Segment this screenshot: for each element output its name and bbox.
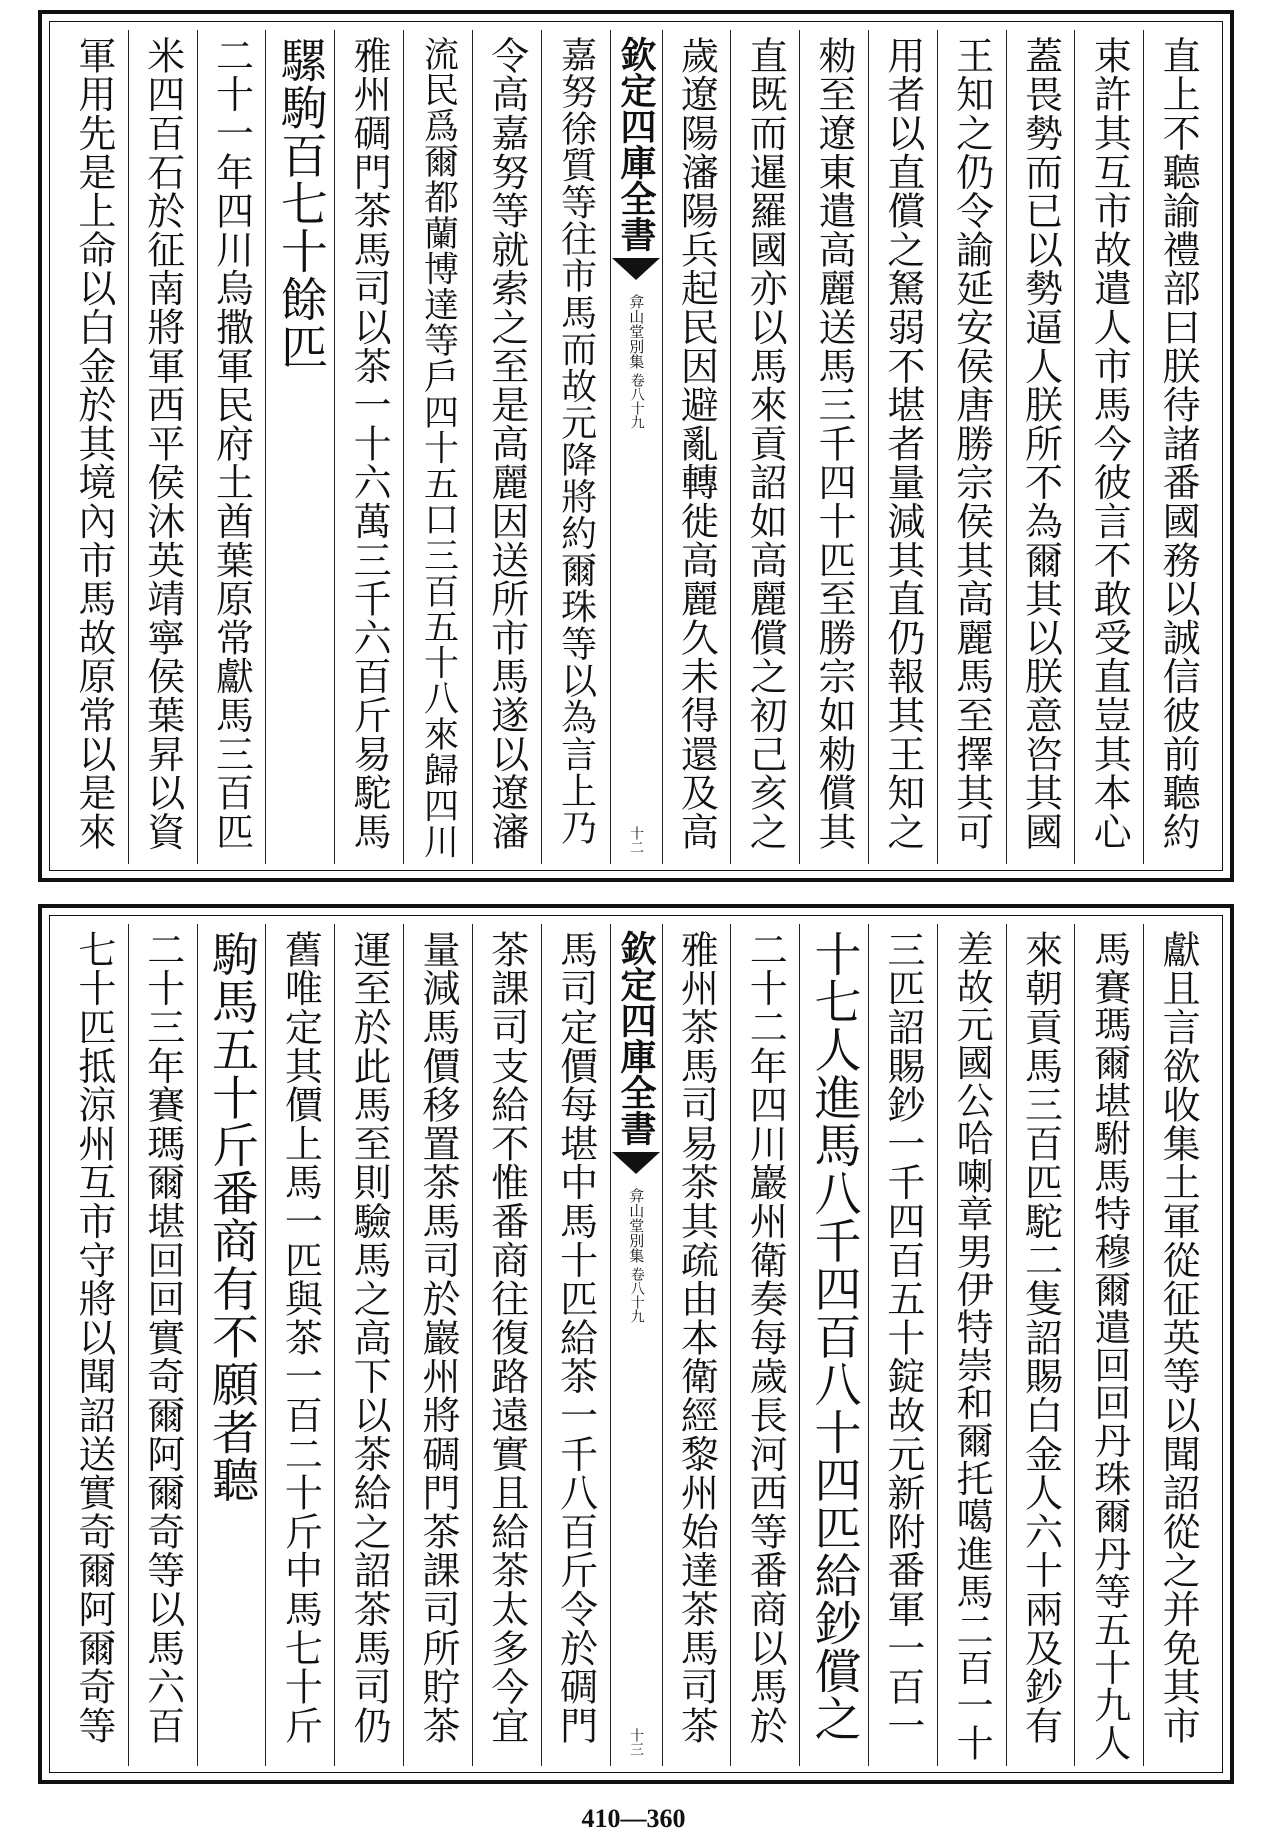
text-column: 歲遼陽瀋陽兵起民因避亂轉徙高麗久未得還及高	[662, 30, 731, 864]
text-column: 嘉努徐質等往市馬而故元降將約爾珠等以為言上乃	[541, 30, 610, 864]
text-column: 勑至遼東遣高麗送馬三千四十匹至勝宗如勑償其	[799, 30, 868, 864]
text-column: 米四百石於征南將軍西平侯沐英靖寧侯葉昇以資	[128, 30, 197, 864]
text-column: 茶課司支給不惟番商往復路遠實且給茶太多今宜	[472, 924, 541, 1766]
text-column: 二十一年四川烏撒軍民府土酋葉原常獻馬三百匹	[197, 30, 266, 864]
volume-label: 卷八十九	[628, 373, 645, 429]
text-column: 運至於此馬至則驗馬之高下以茶給之詔茶馬司仍	[334, 924, 403, 1766]
book-title: 欽定四庫全書	[615, 36, 657, 252]
text-column: 獻且言欲收集土軍從征英等以聞詔從之并免其市	[1143, 924, 1212, 1766]
text-column: 直上不聽諭禮部曰朕待諸番國務以誠信彼前聽約	[1143, 30, 1212, 864]
fish-tail-mark	[612, 1152, 660, 1174]
text-column: 量減馬價移置茶馬司於巖州將碉門茶課司所貯茶	[403, 924, 472, 1766]
leaf-number: 十二	[628, 826, 644, 854]
text-column: 流民爲爾都蘭博達等戶四十五口三百五十八來歸四川	[403, 30, 472, 864]
text-column: 十七人進馬八千四百八十四匹給鈔償之	[799, 924, 868, 1766]
text-column: 二十二年四川巖州衛奏每歲長河西等番商以馬於	[730, 924, 799, 1766]
text-column: 王知之仍令諭延安侯唐勝宗侯其高麗馬至擇其可	[937, 30, 1006, 864]
text-column: 雅州茶馬司易茶其疏由本衛經黎州始達茶馬司茶	[662, 924, 731, 1766]
text-columns	[60, 30, 1212, 864]
text-column: 馬賽瑪爾堪駙馬特穆爾遣回回丹珠爾丹等五十九人	[1074, 924, 1143, 1766]
text-column: 馬司定價每堪中馬十匹給茶一千八百斤令於碉門	[541, 924, 610, 1766]
page-frame-bottom	[38, 904, 1234, 1784]
text-column: 騾駒百七十餘匹	[265, 30, 334, 864]
volume-label: 卷八十九	[628, 1267, 645, 1323]
fish-tail-mark	[612, 258, 660, 280]
text-column: 雅州碉門茶馬司以茶一十六萬三千六百斤易駝馬	[334, 30, 403, 864]
page-number: 410—360	[581, 1804, 686, 1833]
text-columns	[60, 924, 1212, 1766]
text-column: 束許其互市故遣人市馬今彼言不敢受直豈其本心	[1074, 30, 1143, 864]
text-column: 七十匹抵涼州互市守將以聞詔送實奇爾阿爾奇等	[71, 930, 116, 1745]
book-name: 弇山堂別集	[627, 294, 646, 369]
text-column: 駒馬五十斤番商有不願者聽	[197, 924, 266, 1766]
center-fold-column	[610, 30, 662, 864]
text-column: 軍用先是上命以白金於其境內市馬故原常以是來	[71, 36, 116, 851]
leaf-number: 十三	[628, 1728, 644, 1756]
book-name: 弇山堂別集	[627, 1188, 646, 1263]
text-column: 二十三年賽瑪爾堪回回實奇爾阿爾奇等以馬六百	[128, 924, 197, 1766]
text-column: 來朝貢馬三百匹駝二隻詔賜白金人六十兩及鈔有	[1006, 924, 1075, 1766]
text-column: 差故元國公哈喇章男伊特崇和爾托噶進馬二百一十	[937, 924, 1006, 1766]
text-column: 三匹詔賜鈔一千四百五十錠故元新附番軍一百一	[868, 924, 937, 1766]
text-column: 舊唯定其價上馬一匹與茶一百二十斤中馬七十斤	[265, 924, 334, 1766]
text-column: 用者以直償之駑弱不堪者量減其直仍報其王知之	[868, 30, 937, 864]
text-column: 直既而暹羅國亦以馬來貢詔如高麗償之初己亥之	[730, 30, 799, 864]
text-column: 令高嘉努等就索之至是高麗因送所市馬遂以遼瀋	[472, 30, 541, 864]
book-title: 欽定四庫全書	[615, 930, 657, 1146]
page-frame-top	[38, 10, 1234, 882]
text-column: 蓋畏勢而已以勢逼人朕所不為爾其以朕意咨其國	[1006, 30, 1075, 864]
center-fold-column	[610, 924, 662, 1766]
